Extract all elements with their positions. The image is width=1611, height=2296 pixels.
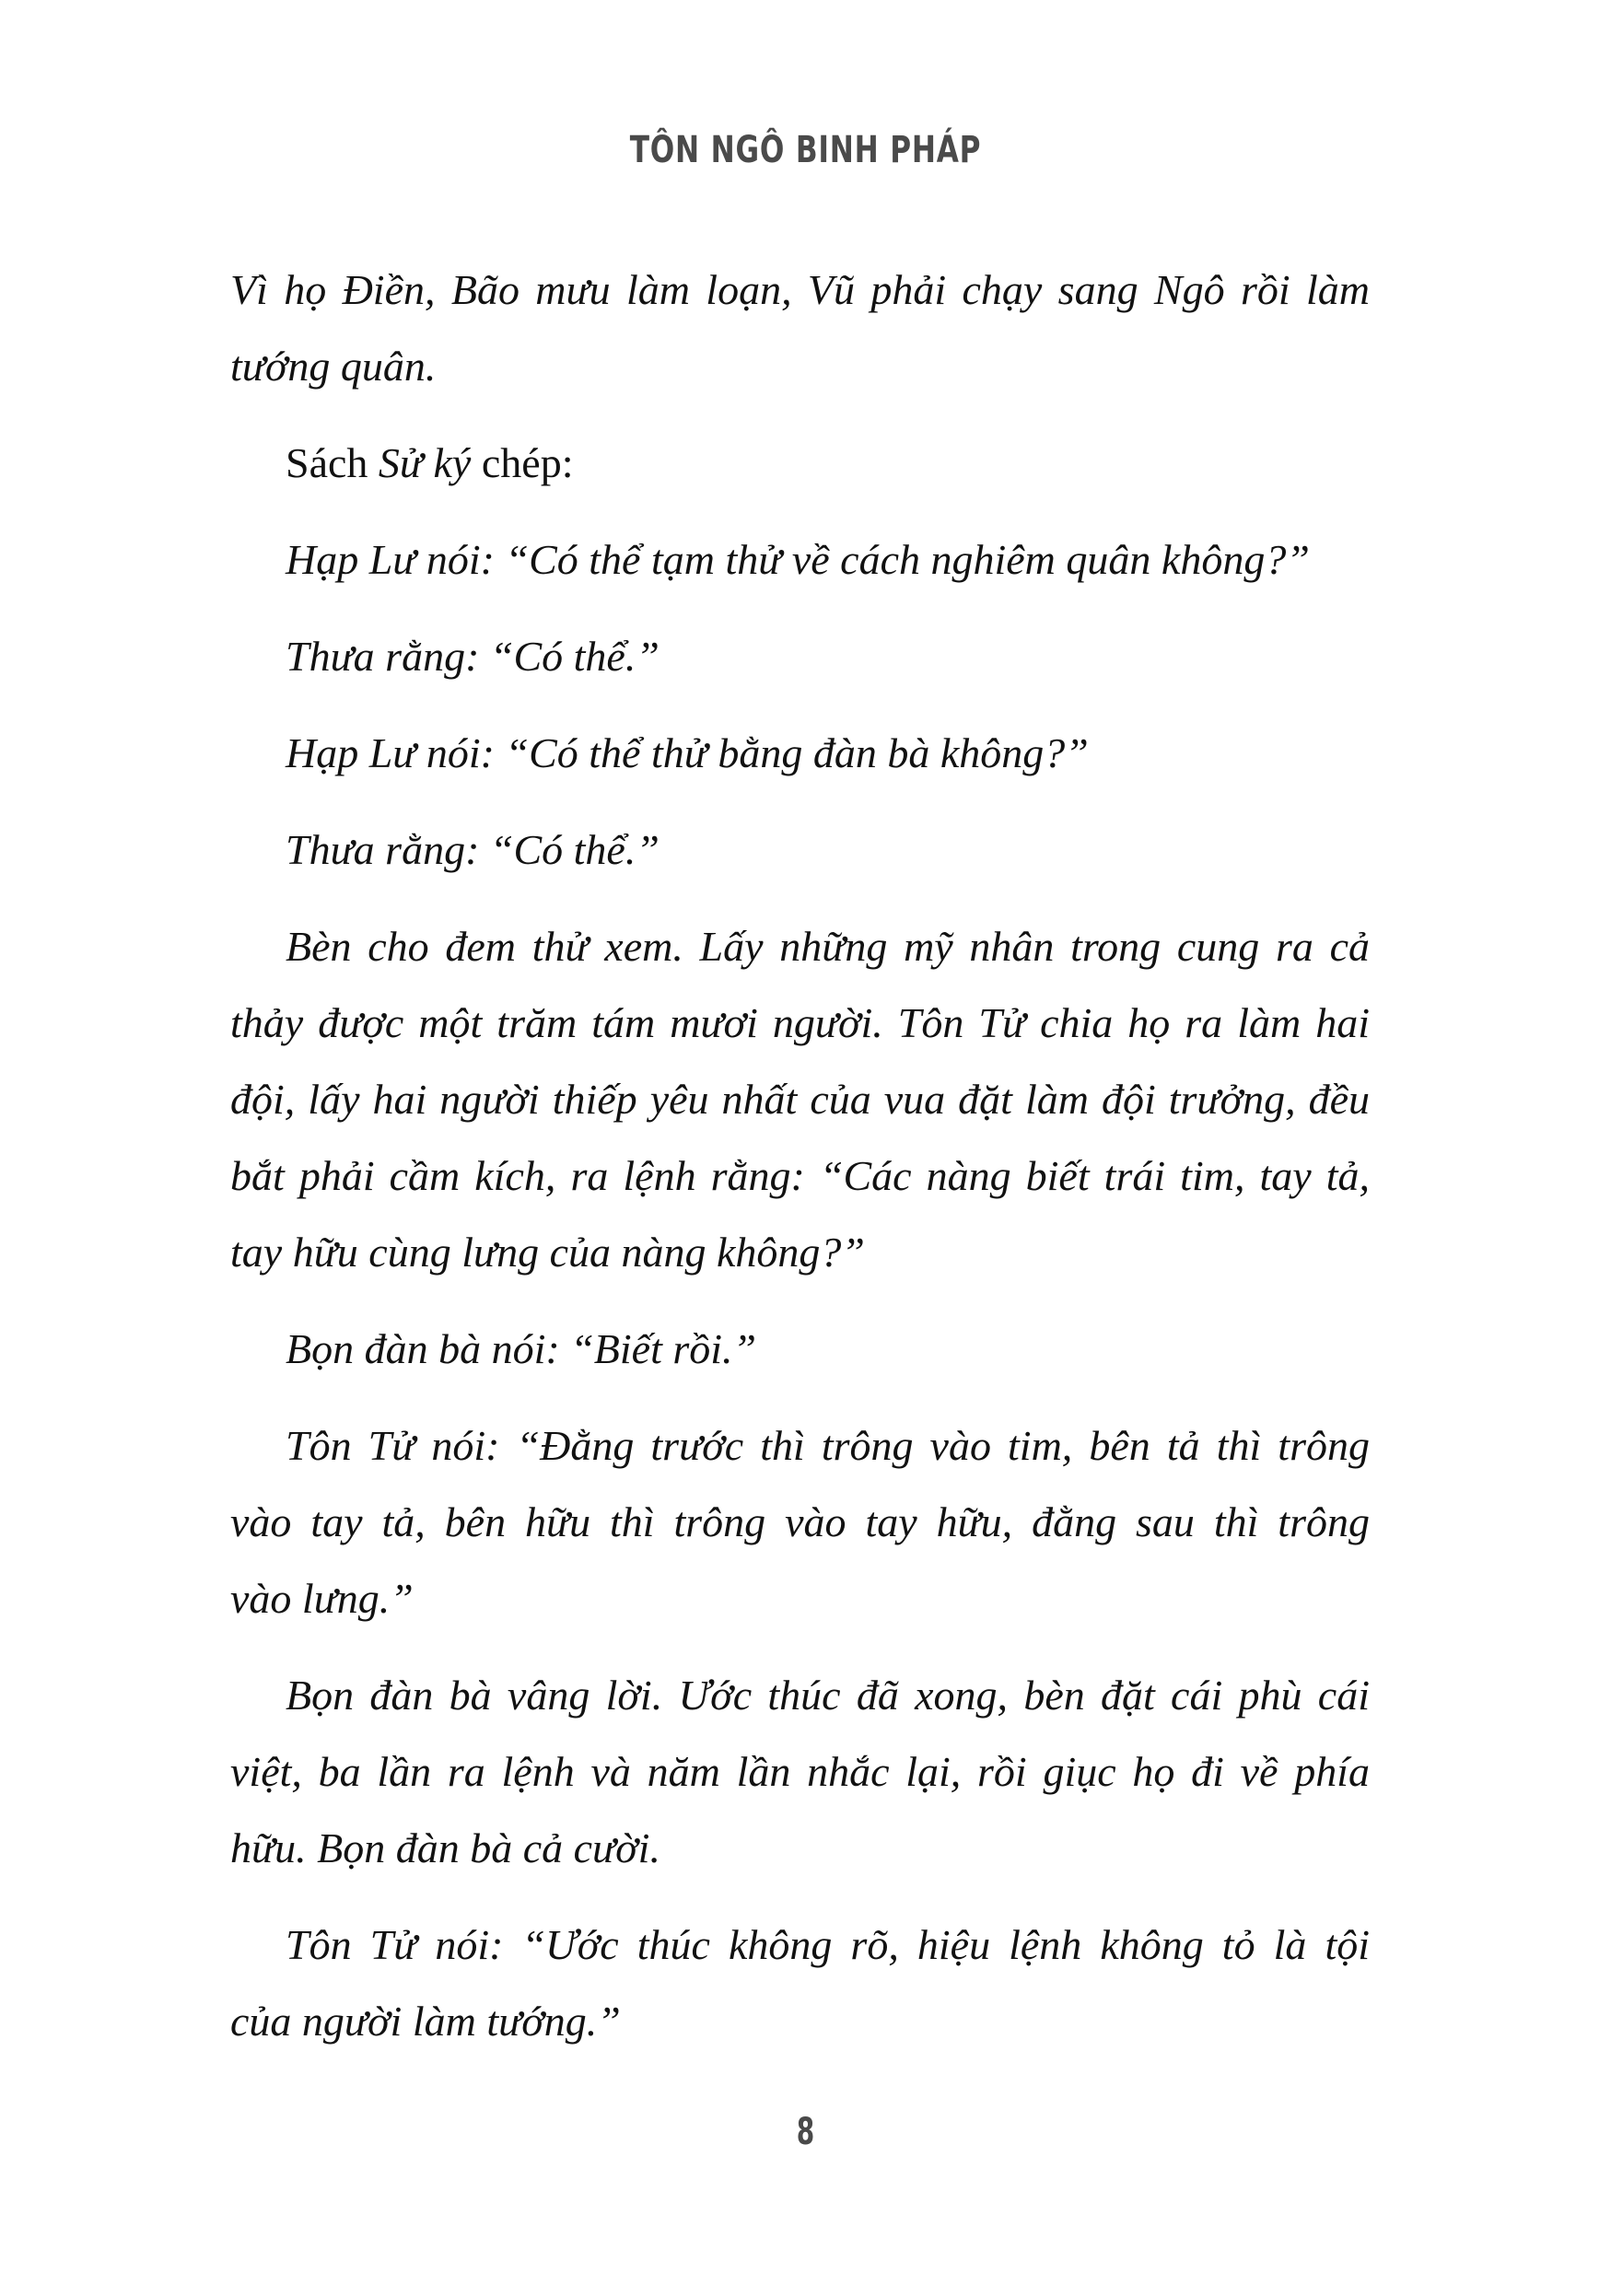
paragraph [230, 251, 1370, 404]
text-line: Vì họ Điền, Bão mưu làm loạn, Vũ phải chạy sang Ngô rồi làm [230, 266, 1370, 313]
text-line: Bọn đàn bà vâng lời. Ước thúc đã xong, bèn đặt cái phù cái [286, 1672, 1370, 1719]
paragraph [230, 425, 1370, 501]
paragraph [230, 1657, 1370, 1886]
text-line: thảy được một trăm tám mươi người. Tôn Tử chia họ ra làm hai [230, 999, 1370, 1046]
text-line: Tôn Tử nói: “Ước thúc không rõ, hiệu lệnh không tỏ là tội [286, 1921, 1370, 1968]
text-line: vào tay tả, bên hữu thì trông vào tay hữu, đằng sau thì trông [230, 1498, 1370, 1545]
paragraph [230, 715, 1370, 791]
book-title: Sử ký [378, 439, 472, 486]
text-line: Hạp Lư nói: “Có thể thử bằng đàn bà không?” [286, 729, 1089, 776]
text-line: của người làm tướng.” [230, 1998, 621, 2045]
text-line: Hạp Lư nói: “Có thể tạm thử về cách nghiêm quân không?” [286, 536, 1310, 583]
page-number: 8 [796, 2111, 815, 2153]
running-header: TÔN NGÔ BINH PHÁP [629, 129, 982, 171]
paragraph [230, 521, 1370, 598]
text-line: hữu. Bọn đàn bà cả cười. [230, 1824, 660, 1871]
text-line: Bọn đàn bà nói: “Biết rồi.” [286, 1325, 757, 1372]
text-upright: chép: [471, 439, 574, 486]
text-line: vào lưng.” [230, 1575, 414, 1622]
text-line: việt, ba lần ra lệnh và năm lần nhắc lại, rồi giục họ đi về phía [230, 1748, 1370, 1795]
text-line: tay hữu cùng lưng của nàng không?” [230, 1229, 865, 1276]
paragraph [230, 1311, 1370, 1387]
text-line [230, 425, 1370, 501]
text-upright: Sách [286, 439, 379, 486]
text-line: Thưa rằng: “Có thể.” [286, 826, 660, 873]
text-line: Thưa rằng: “Có thể.” [286, 633, 660, 680]
paragraph [230, 811, 1370, 888]
text-line: Bèn cho đem thử xem. Lấy những mỹ nhân trong cung ra cả [286, 923, 1370, 970]
text-line: đội, lấy hai người thiếp yêu nhất của vua đặt làm đội trưởng, đều [230, 1076, 1370, 1123]
text-line: bắt phải cầm kích, ra lệnh rằng: “Các nàng biết trái tim, tay tả, [230, 1152, 1370, 1199]
paragraph [230, 618, 1370, 694]
paragraph [230, 1407, 1370, 1637]
text-line: Tôn Tử nói: “Đằng trước thì trông vào tim, bên tả thì trông [286, 1422, 1370, 1469]
paragraph [230, 1906, 1370, 2059]
paragraph [230, 908, 1370, 1290]
body-text [230, 251, 1370, 2080]
text-line: tướng quân. [230, 343, 437, 390]
